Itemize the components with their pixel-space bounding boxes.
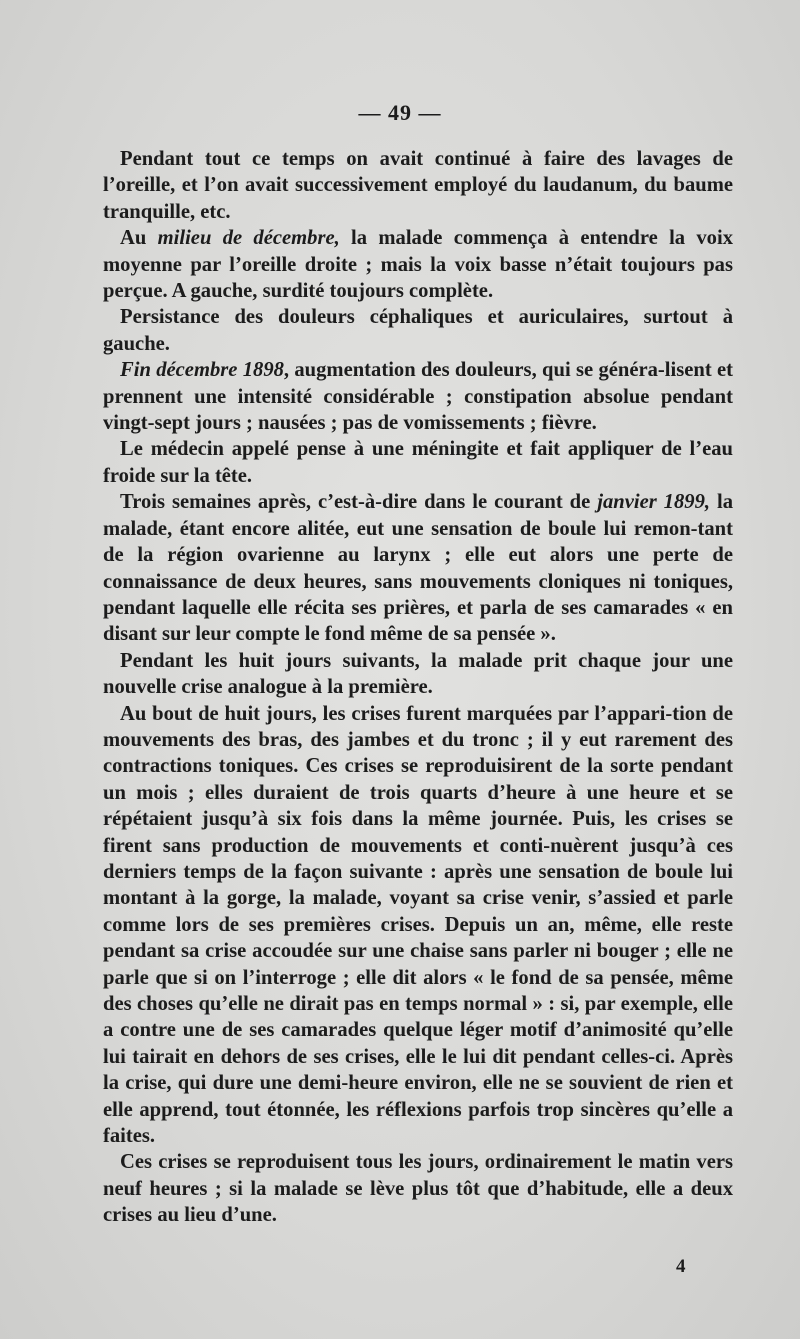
text-run: la malade commença à entendre la voix moyenne par l’oreille droite ; mais la voix basse n’était toujours pas perçue. A gauche, surdité toujours complète. xyxy=(103,227,733,303)
page-number: — 49 — xyxy=(358,100,442,125)
paragraph xyxy=(103,357,733,436)
text-run: Au bout de huit jours, les crises furent marquées par l’appari-tion de mouvements des bras, des jambes et du tronc ; il y eut rarement des contractions toniques. Ces crises se reproduisirent de la sorte pendant un mois ; elles duraient de trois quarts d’heure à une heure et se répétaient jusqu’à six fois dans la même journée. Puis, les crises se firent sans production de mouvements et conti-nuèrent jusqu’à ces derniers temps de la façon suivante : après une sensation de boule lui montant à la gorge, la malade, voyant sa crise venir, s’assied et parle comme lors de ses premières crises. Depuis un an, même, elle reste pendant sa crise accoudée sur une chaise sans parler ni bouger ; elle ne parle que si on l’interroge ; elle dit alors « le fond de sa pensée, même des choses qu’elle ne dirait pas en temps normal » : si, par exemple, elle a contre une de ses camarades quelque léger motif d’animosité qu’elle lui tairait en dehors de ses crises, elle le lui dit pendant celles-ci. Après la crise, qui dure une demi-heure environ, elle ne se souvient de rien et elle apprend, tout étonnée, les réflexions parfois trop sincères qu’elle a faites. xyxy=(103,702,733,1148)
text-run: la malade, étant encore alitée, eut une sensation de boule lui remon-tant de la région ovarienne au larynx ; elle eut alors une perte de connaissance de deux heures, sans mouvements cloniques ni toniques, pendant laquelle elle récita ses prières, et parla de ses camarades « en disant sur leur compte le fond même de sa pensée ». xyxy=(103,491,734,646)
signature-mark: 4 xyxy=(676,1256,686,1277)
text-run: Ces crises se reproduisent tous les jours, ordinairement le matin vers neuf heures ; si la malade se lève plus tôt que d’habitude, elle a deux crises au lieu d’une. xyxy=(103,1151,733,1227)
paragraph xyxy=(103,225,733,304)
paragraph xyxy=(103,304,733,357)
paragraph xyxy=(103,701,733,1150)
paragraph xyxy=(103,146,733,225)
italic-phrase: janvier 1899, xyxy=(597,491,711,514)
italic-phrase: milieu de décembre, xyxy=(157,227,340,250)
text-run: Le médecin appelé pense à une méningite et fait appliquer de l’eau froide sur la tête. xyxy=(103,438,733,487)
paragraph xyxy=(103,648,733,701)
text-run: Pendant les huit jours suivants, la malade prit chaque jour une nouvelle crise analogue à la première. xyxy=(103,649,733,699)
text-run: Pendant tout ce temps on avait continué à faire des lavages de l’oreille, et l’on avait successivement employé du laudanum, du baume tranquille, etc. xyxy=(103,148,733,223)
body-text xyxy=(103,146,733,1229)
paragraph xyxy=(103,436,733,489)
text-run: Au xyxy=(120,227,158,250)
text-run: Trois semaines après, c’est-à-dire dans le courant de xyxy=(120,491,598,514)
text-run: , augmentation des douleurs, qui se généra-lisent et prennent une intensité considérable ; constipation absolue pendant vingt-sept jours ; nausées ; pas de vomissements ; fièvre. xyxy=(103,359,733,435)
paragraph xyxy=(103,1149,733,1228)
paragraph xyxy=(103,489,733,647)
text-run: Persistance des douleurs céphaliques et auriculaires, surtout à gauche. xyxy=(103,306,733,355)
italic-phrase: Fin décembre 1898 xyxy=(120,359,284,382)
